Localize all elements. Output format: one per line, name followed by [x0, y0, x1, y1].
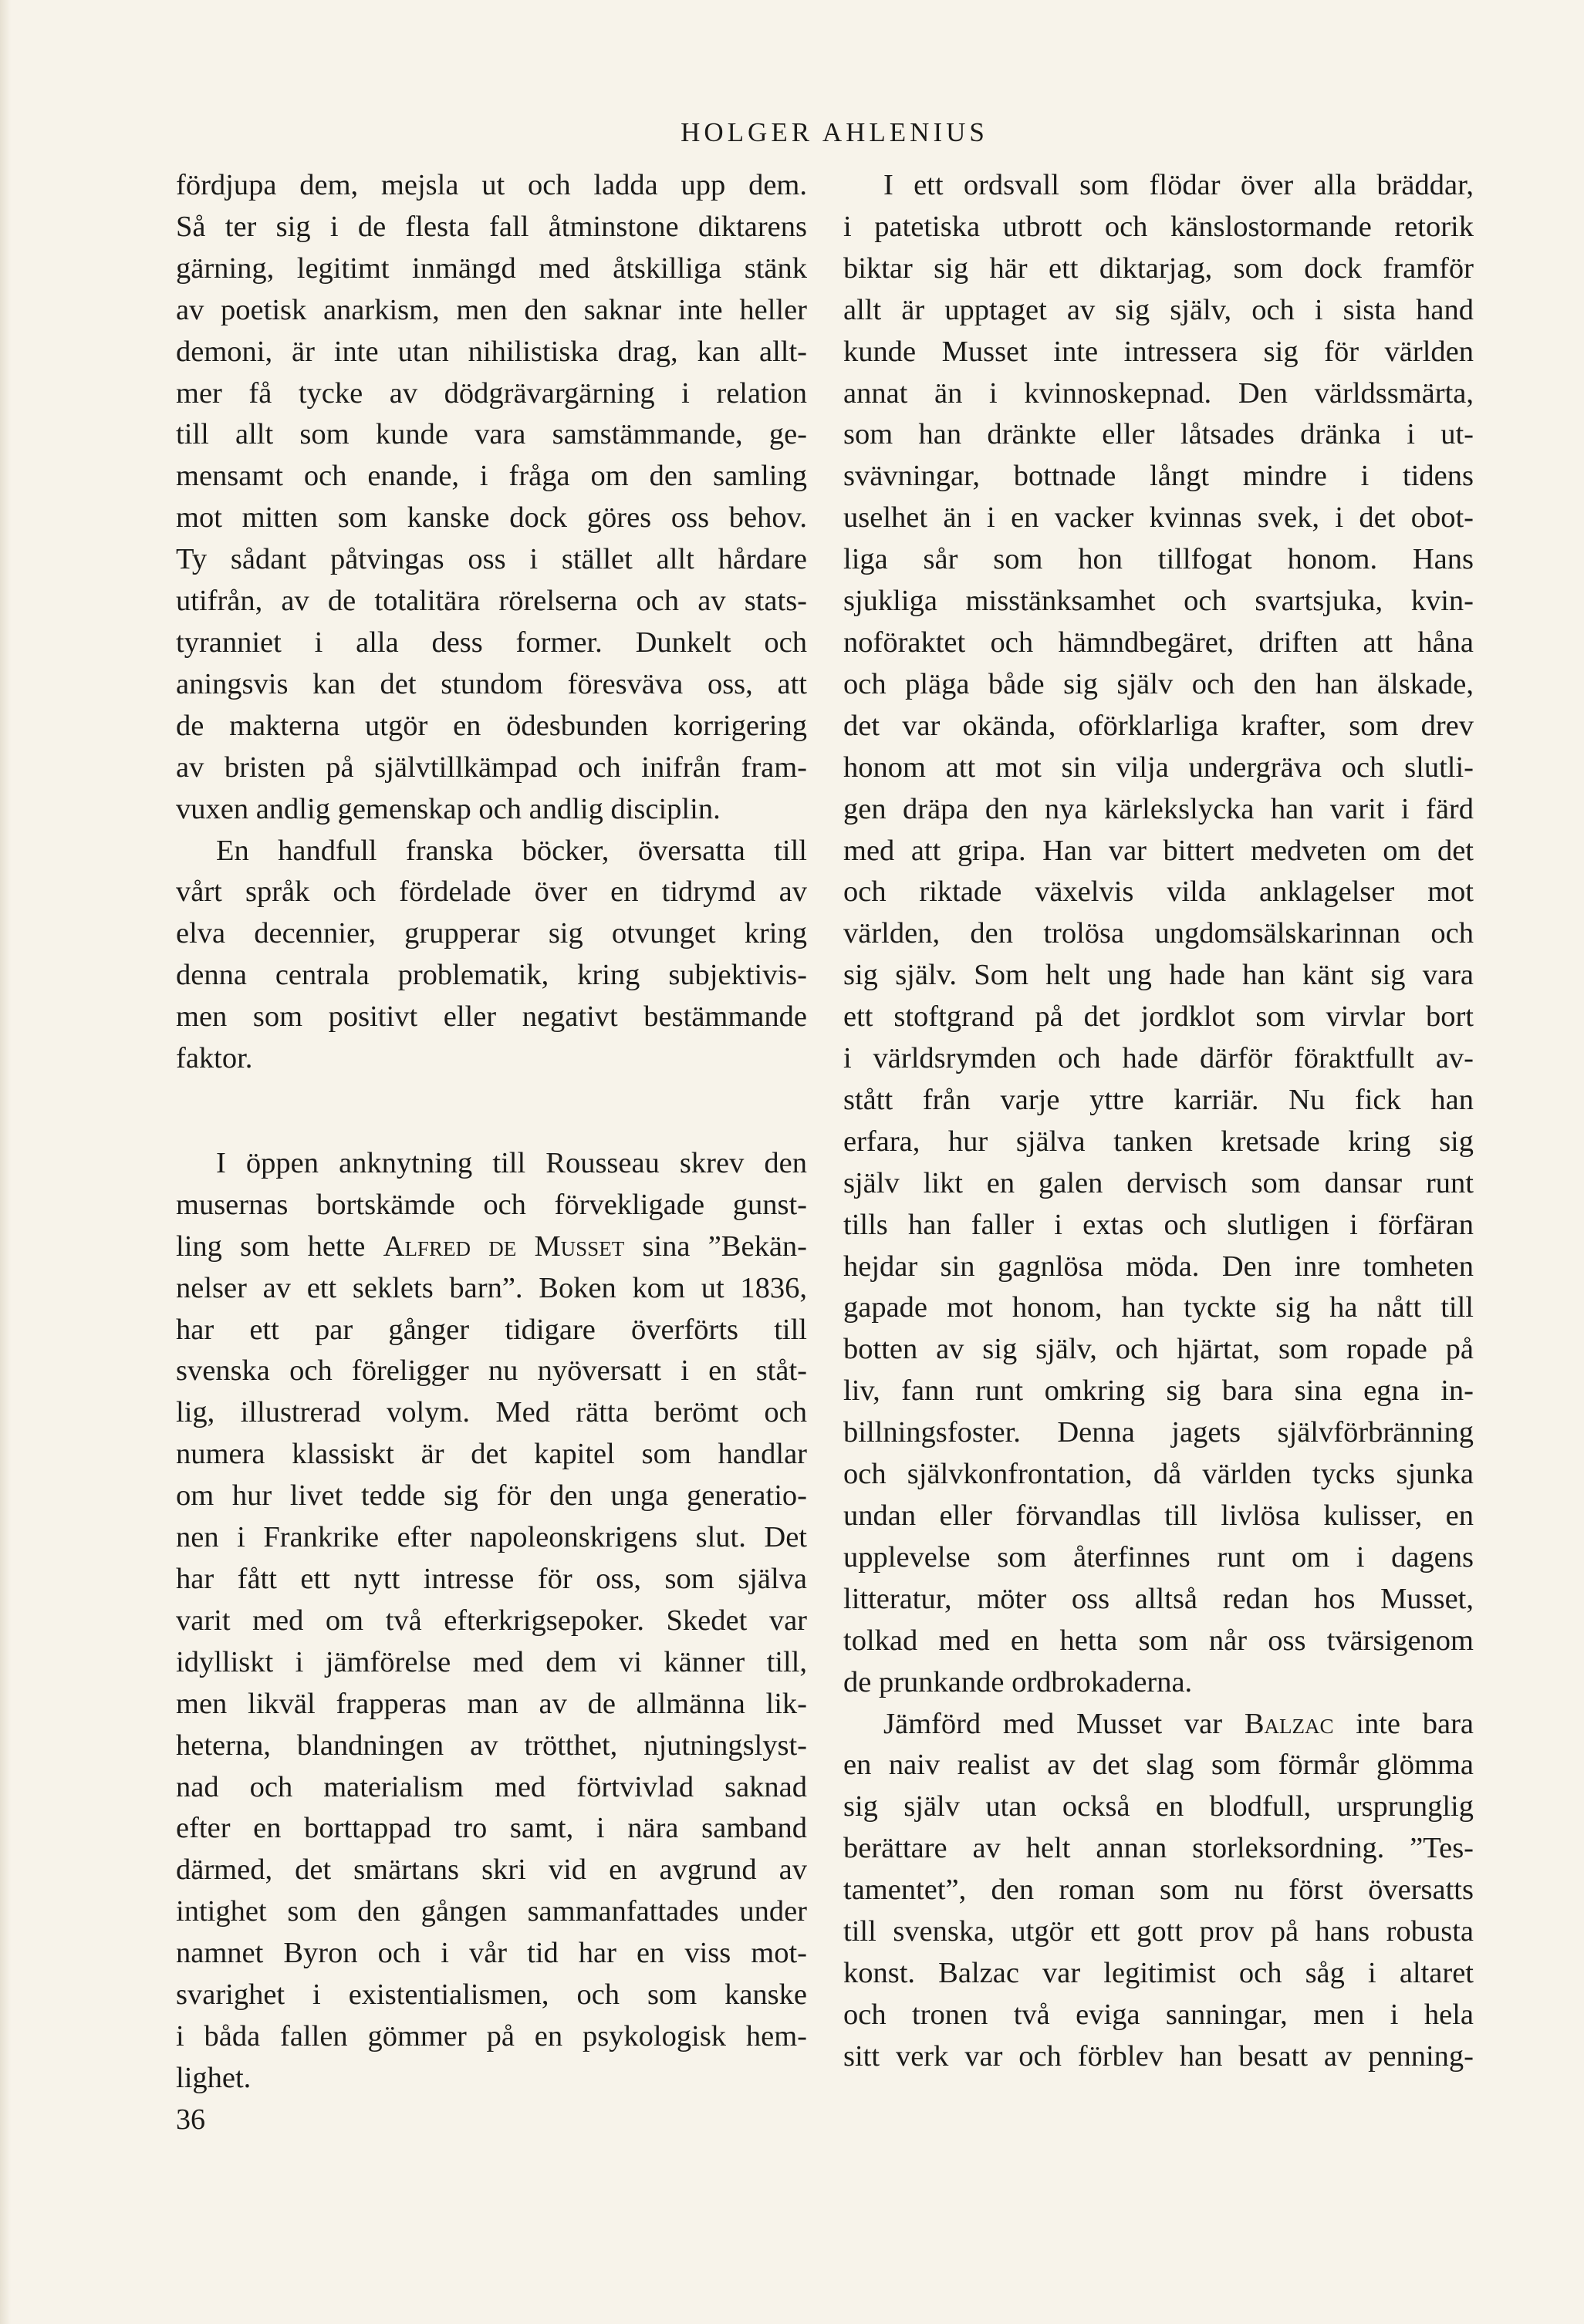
section-break: [176, 1080, 807, 1143]
paragraph: [843, 165, 1474, 1704]
text-line: tamentet”, den roman som nu först översatts: [843, 1874, 1474, 1907]
text-line: som han dränkte eller låtsades dränka i ut-: [843, 418, 1474, 451]
text-line: till svenska, utgör ett gott prov på hans robusta: [843, 1915, 1474, 1948]
text-line: elva decennier, grupperar sig otvunget kring: [176, 917, 807, 950]
text-line: har ett par gånger tidigare överförts till: [176, 1313, 807, 1346]
paragraph: [176, 831, 807, 1080]
text-line: numera klassiskt är det kapitel som handlar: [176, 1438, 807, 1471]
text-line: undan eller förvandlas till livlösa kulisser, en: [843, 1499, 1474, 1532]
text-line: denna centrala problematik, kring subjektivis-: [176, 959, 807, 992]
text-line: sjukliga misstänksamhet och svartsjuka, kvin-: [843, 585, 1474, 618]
text-line: [176, 1226, 807, 1268]
text-line: sitt verk var och förblev han besatt av penning-: [843, 2039, 1474, 2073]
text-line: nad och materialism med förtvivlad saknad: [176, 1770, 807, 1803]
text-line: världen, den trolösa ungdomsälskarinnan och: [843, 917, 1474, 950]
text-line: själv likt en galen dervisch som dansar runt: [843, 1166, 1474, 1199]
text-line: annat än i kvinnoskepnad. Den världssmärta,: [843, 376, 1474, 410]
text-line: därmed, det smärtans skri vid en avgrund av: [176, 1853, 807, 1887]
text-line: biktar sig här ett diktarjag, som dock framför: [843, 251, 1474, 285]
text-line: efter en borttappad tro samt, i nära samband: [176, 1812, 807, 1845]
text-line: fördjupa dem, mejsla ut och ladda upp dem.: [176, 169, 807, 201]
text-line: kunde Musset inte intressera sig för världen: [843, 335, 1474, 368]
text-line: stått från varje yttre karriär. Nu fick han: [843, 1083, 1474, 1116]
text-line: har fått ett nytt intresse för oss, som själva: [176, 1563, 807, 1595]
text-line: tolkad med en hetta som når oss tvärsigenom: [843, 1624, 1474, 1657]
paragraph: [176, 1143, 807, 2100]
text-line: allt är upptaget av sig själv, och i sista hand: [843, 293, 1474, 326]
page-edge: [0, 0, 11, 2324]
text-line: namnet Byron och i vår tid har en viss mot-: [176, 1937, 807, 1970]
text-line: och självkonfrontation, då världen tycks sjunka: [843, 1458, 1474, 1491]
text-line: heterna, blandningen av trötthet, njutningslyst-: [176, 1729, 807, 1762]
text-line: hejdar sin gagnlösa möda. Den inre tomheten: [843, 1250, 1474, 1283]
text-line: i båda fallen gömmer på en psykologisk hem-: [176, 2019, 807, 2052]
right-column: [843, 165, 1474, 2078]
paragraph: [843, 1704, 1474, 2078]
text-line: och tronen två eviga sanningar, men i hela: [843, 1998, 1474, 2031]
text-line: aningsvis kan det stundom föresväva oss, att: [176, 667, 807, 700]
text-line: av poetisk anarkism, men den saknar inte heller: [176, 293, 807, 326]
text-line: mot mitten som kanske dock göres oss behov.: [176, 501, 807, 535]
author-name-musset: Alfred de Musset: [383, 1229, 625, 1263]
text-line: tills han faller i extas och slutligen i förfäran: [843, 1208, 1474, 1241]
text-line: nelser av ett seklets barn”. Boken kom ut 1836,: [176, 1271, 807, 1304]
text-line: lig, illustrerad volym. Med rätta berömt och: [176, 1396, 807, 1429]
text-line: erfara, hur själva tanken kretsade kring sig: [843, 1125, 1474, 1158]
text-line: lighet.: [176, 2061, 252, 2094]
text-line: mensamt och enande, i fråga om den samling: [176, 460, 807, 493]
text-line: faktor.: [176, 1042, 253, 1075]
text-line: till allt som kunde vara samstämmande, ge-: [176, 418, 807, 451]
text-line: men likväl frapperas man av de allmänna lik-: [176, 1687, 807, 1720]
text-line: billningsfoster. Denna jagets självförbränning: [843, 1416, 1474, 1449]
text-line: svarighet i existentialismen, och som kanske: [176, 1978, 807, 2012]
text-line: mer få tycke av dödgrävargärning i relation: [176, 376, 807, 410]
text-line: sig själv. Som helt ung hade han känt sig vara: [843, 959, 1474, 992]
paragraph: [176, 165, 807, 831]
author-name-balzac: Balzac: [1244, 1707, 1334, 1740]
text-line: uselhet än i en vacker kvinnas svek, i det obot-: [843, 501, 1474, 535]
page-number: 36: [176, 2103, 205, 2136]
text-line: I ett ordsvall som flödar över alla bräddar,: [883, 169, 1474, 201]
text-line: men som positivt eller negativt bestämmande: [176, 1000, 807, 1034]
text-line: honom att mot sin vilja undergräva och slutli-: [843, 750, 1474, 784]
text-fragment: sina ”Bekän-: [624, 1229, 807, 1263]
text-line: idylliskt i jämförelse med dem vi känner till,: [176, 1645, 807, 1678]
text-line: vårt språk och fördelade över en tidrymd av: [176, 875, 807, 909]
text-line: varit med om två efterkrigsepoker. Skedet var: [176, 1604, 807, 1637]
text-line: demoni, är inte utan nihilistiska drag, kan allt-: [176, 335, 807, 368]
text-fragment: inte bara: [1333, 1707, 1474, 1740]
text-line: sig själv utan också en blodfull, ursprunglig: [843, 1790, 1474, 1823]
text-line: I öppen anknytning till Rousseau skrev den: [216, 1146, 807, 1179]
text-line: gärning, legitimt inmängd med åtskilliga stänk: [176, 251, 807, 285]
text-line: ett stoftgrand på det jordklot som virvlar bort: [843, 1000, 1474, 1034]
text-line: Så ter sig i de flesta fall åtminstone diktarens: [176, 210, 807, 243]
left-column: [176, 165, 807, 2100]
text-line: svenska och föreligger nu nyöversatt i en ståt-: [176, 1354, 807, 1388]
text-line: Ty sådant påtvingas oss i stället allt hårdare: [176, 543, 807, 576]
text-fragment: Jämförd med Musset var: [883, 1707, 1245, 1740]
running-head: HOLGER AHLENIUS: [681, 117, 988, 147]
text-line: musernas bortskämde och förvekligade gunst-: [176, 1188, 807, 1221]
text-line: liga sår som hon tillfogat honom. Hans: [843, 543, 1474, 576]
text-line: konst. Balzac var legitimist och såg i altaret: [843, 1956, 1474, 1989]
text-line: de makterna utgör en ödesbunden korrigering: [176, 709, 807, 742]
text-line: utifrån, av de totalitära rörelserna och av stats-: [176, 585, 807, 618]
text-line: intighet som den gången sammanfattades under: [176, 1895, 807, 1928]
text-line: En handfull franska böcker, översatta till: [216, 834, 807, 867]
text-line: upplevelse som återfinnes runt om i dagens: [843, 1540, 1474, 1574]
text-line: liv, fann runt omkring sig bara sina egna in-: [843, 1374, 1474, 1408]
text-line: noföraktet och hämndbegäret, driften att håna: [843, 626, 1474, 659]
text-fragment: ling som hette: [176, 1229, 383, 1263]
text-line: med att gripa. Han var bittert medveten om det: [843, 834, 1474, 867]
text-line: det var okända, oförklarliga krafter, som drev: [843, 709, 1474, 742]
text-line: av bristen på självtillkämpad och inifrån fram-: [176, 750, 807, 784]
text-line: om hur livet tedde sig för den unga generatio-: [176, 1479, 807, 1513]
text-line: gen dräpa den nya kärlekslycka han varit i färd: [843, 792, 1474, 825]
text-line: svävningar, bottnade långt mindre i tidens: [843, 460, 1474, 493]
text-line: botten av sig själv, och hjärtat, som ropade på: [843, 1333, 1474, 1366]
text-line: en naiv realist av det slag som förmår glömma: [843, 1749, 1474, 1782]
text-line: de prunkande ordbrokaderna.: [843, 1665, 1193, 1698]
text-line: och pläga både sig själv och den han älskade,: [843, 667, 1474, 700]
text-line: i patetiska utbrott och känslostormande retorik: [843, 210, 1474, 243]
text-line: och riktade växelvis vilda anklagelser mot: [843, 875, 1474, 909]
text-line: gapade mot honom, han tyckte sig ha nått till: [843, 1291, 1474, 1324]
text-line: berättare av helt annan storleksordning. ”Tes-: [843, 1832, 1474, 1865]
text-line: nen i Frankrike efter napoleonskrigens slut. Det: [176, 1521, 807, 1554]
text-line: tyranniet i alla dess former. Dunkelt och: [176, 626, 807, 659]
text-line: [843, 1704, 1474, 1746]
text-line: vuxen andlig gemenskap och andlig disciplin.: [176, 792, 721, 825]
text-line: i världsrymden och hade därför föraktfullt av-: [843, 1042, 1474, 1075]
text-line: litteratur, möter oss alltså redan hos Musset,: [843, 1582, 1474, 1615]
